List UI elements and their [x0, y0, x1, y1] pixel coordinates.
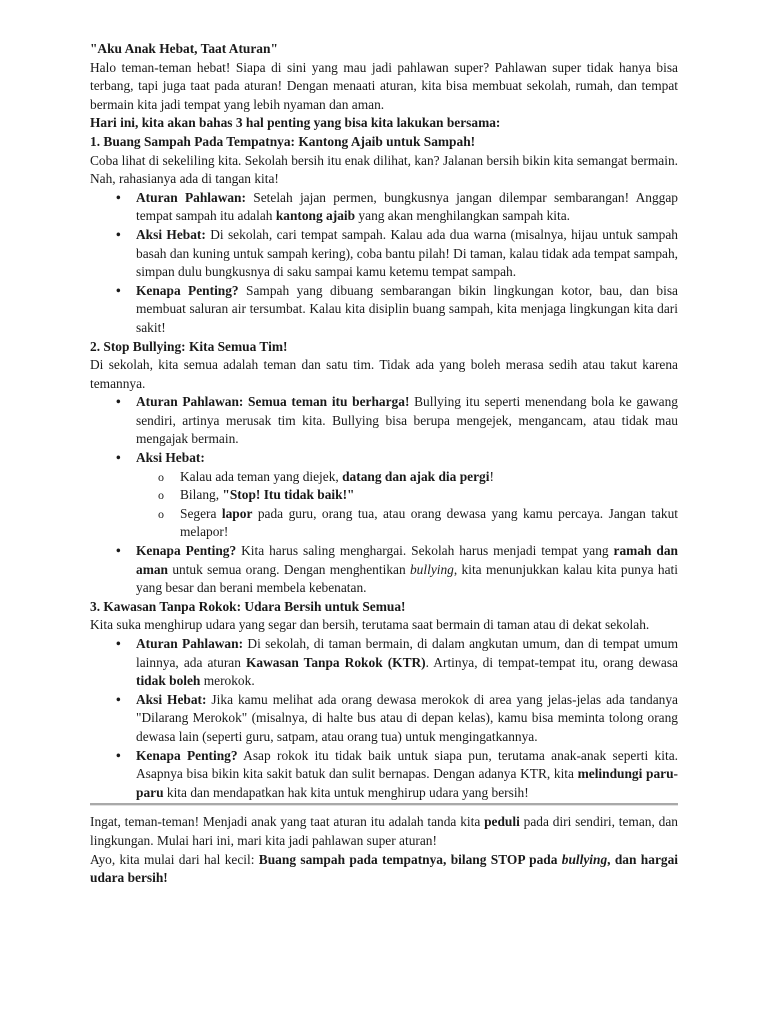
bullet-emphasis: tidak boleh [136, 673, 201, 689]
list-item [90, 226, 678, 282]
section-3-list [90, 635, 678, 802]
bullet-text: Asap rokok itu tidak baik untuk siapa pun, terutama anak-anak seperti kita. Asapnya bisa bikin kita sakit batuk dan sulit bernapas. Dengan adanya KTR, kita [136, 747, 678, 782]
bullet-emphasis: melindungi paru-paru [136, 766, 678, 800]
section-2-intro: Di sekolah, kita semua adalah teman dan satu tim. Tidak ada yang boleh merasa sedih atau takut karena temannya. [90, 357, 678, 391]
section-2-list [90, 393, 678, 598]
sub-item-text: Segera [180, 505, 222, 521]
bullet-label: Aturan Pahlawan: [136, 636, 244, 651]
bullet-text: , kita menunjukkan kalau kita punya hati yang besar dan berani membela kebenatan. [136, 561, 678, 596]
bullet-label: Kenapa Penting? [136, 282, 239, 298]
bullet-text: merokok. [200, 673, 255, 689]
bullet-text: kita dan mendapatkan hak kita untuk menghirup udara yang bersih! [163, 784, 529, 800]
bullet-text: . Artinya, di tempat-tempat itu, orang dewasa [425, 654, 678, 670]
agenda-heading: Hari ini, kita akan bahas 3 hal penting yang bisa kita lakukan bersama: [90, 115, 501, 131]
list-item [90, 189, 678, 226]
bullet-label: Aksi Hebat: [136, 226, 206, 242]
list-item [90, 449, 678, 542]
sub-item-text: Bilang, [180, 487, 223, 503]
sub-list-item [90, 468, 678, 487]
section-2-heading: 2. Stop Bullying: Kita Semua Tim! [90, 338, 288, 354]
bullet-text: Kita harus saling menghargai. Sekolah harus menjadi tempat yang [236, 543, 614, 559]
bullet-label: Aturan Pahlawan: [136, 189, 246, 205]
sub-item-emphasis: lapor [221, 505, 253, 521]
section-3-intro: Kita suka menghirup udara yang segar dan bersih, terutama saat bermain di taman atau di dekat sekolah. [90, 617, 650, 633]
intro-paragraph: Halo teman-teman hebat! Siapa di sini yang mau jadi pahlawan super? Pahlawan super tidak hanya bisa terbang, tapi juga taat pada aturan! Dengan menaati aturan, kita bisa membuat sekolah, rumah, dan tempat bermain kita jadi tempat yang lebih nyaman dan aman. [90, 59, 678, 112]
sub-list-item [90, 505, 678, 542]
list-item [90, 635, 678, 691]
list-item [90, 282, 678, 338]
bullet-emphasis: Kawasan Tanpa Rokok (KTR) [245, 654, 426, 670]
bullet-text: Setelah jajan permen, bungkusnya jangan dilempar sembarangan! Anggap tempat sampah itu adalah [136, 189, 678, 224]
bullet-label: Aksi Hebat: [136, 450, 205, 466]
closing-paragraph [90, 813, 678, 850]
list-item [90, 691, 678, 747]
bullet-label: Aksi Hebat: [136, 691, 207, 707]
section-1-heading: 1. Buang Sampah Pada Tempatnya: Kantong Ajaib untuk Sampah! [90, 133, 476, 149]
closing-text: pada diri sendiri, teman, dan lingkungan. Mulai hari ini, mari kita jadi pahlawan super aturan! [90, 814, 678, 848]
sub-list [136, 468, 678, 542]
closing-italic: bullying [561, 851, 608, 867]
bullet-label: Kenapa Penting? [136, 543, 237, 559]
sub-list-item [90, 486, 678, 505]
horizontal-divider [90, 803, 678, 806]
bullet-text: Jika kamu melihat ada orang dewasa merokok di area yang jelas-jelas ada tandanya "Dilarang Merokok" (misalnya, di halte bus atau di depan kelas), kamu bisa meminta tolong orang dewasa lain (seperti guru, satpam, atau orang tua) untuk mengingatkannya. [136, 691, 678, 744]
closing-emphasis: Buang sampah pada tempatnya, bilang STOP pada [258, 851, 562, 867]
bullet-emphasis: ramah dan aman [136, 543, 678, 577]
closing-emphasis: peduli [484, 814, 520, 830]
bullet-italic: bullying [409, 561, 454, 577]
closing-call-to-action [90, 851, 678, 888]
closing-text: Ingat, teman-teman! Menjadi anak yang taat aturan itu adalah tanda kita [90, 814, 485, 830]
section-3-heading: 3. Kawasan Tanpa Rokok: Udara Bersih untuk Semua! [90, 598, 406, 614]
bullet-label: Kenapa Penting? [136, 747, 238, 763]
bullet-text: yang akan menghilangkan sampah kita. [355, 208, 571, 224]
sub-item-text: pada guru, orang tua, atau orang dewasa yang kamu percaya. Jangan takut melapor! [180, 505, 679, 540]
bullet-text: Bullying itu seperti menendang bola ke gawang sendiri, artinya merusak tim kita. Bullying bisa berupa mengejek, mengancam, atau tidak mau mengajak bermain. [136, 394, 678, 447]
closing-emphasis: , dan hargai udara bersih! [90, 851, 678, 886]
bullet-text: untuk semua orang. Dengan menghentikan [168, 561, 410, 577]
bullet-text: Sampah yang dibuang sembarangan bikin lingkungan kotor, bau, dan bisa membuat saluran air tersumbat. Kalau kita disiplin buang sampah, kita menjaga lingkungan kita dari sakit! [136, 282, 678, 335]
sub-item-emphasis: "Stop! Itu tidak baik!" [222, 487, 355, 503]
list-item [90, 393, 678, 449]
bullet-text: Di sekolah, cari tempat sampah. Kalau ada dua warna (misalnya, hijau untuk sampah basah dan kuning untuk sampah kering), coba bantu pilah! Di taman, kalau tidak ada tempat sampah, simpan dulu bungkusnya di saku sampai kamu ketemu tempat sampah. [136, 226, 678, 280]
bullet-emphasis: kantong ajaib [275, 208, 356, 224]
sub-item-text: ! [489, 468, 494, 484]
sub-item-emphasis: datang dan ajak dia pergi [342, 468, 490, 484]
sub-item-text: Kalau ada teman yang diejek, [180, 468, 343, 484]
list-item [90, 542, 678, 598]
bullet-label: Aturan Pahlawan: Semua teman itu berharga! [136, 394, 410, 410]
section-1-list [90, 189, 678, 338]
document-title: "Aku Anak Hebat, Taat Aturan" [90, 41, 278, 56]
closing-text: Ayo, kita mulai dari hal kecil: [90, 851, 259, 867]
section-1-intro: Coba lihat di sekeliling kita. Sekolah bersih itu enak dilihat, kan? Jalanan bersih bikin kita semangat bermain. Nah, rahasianya ada di tangan kita! [90, 152, 678, 187]
list-item [90, 747, 678, 803]
bullet-text: Di sekolah, di taman bermain, di dalam angkutan umum, dan di tempat umum lainnya, ada aturan [136, 636, 678, 670]
